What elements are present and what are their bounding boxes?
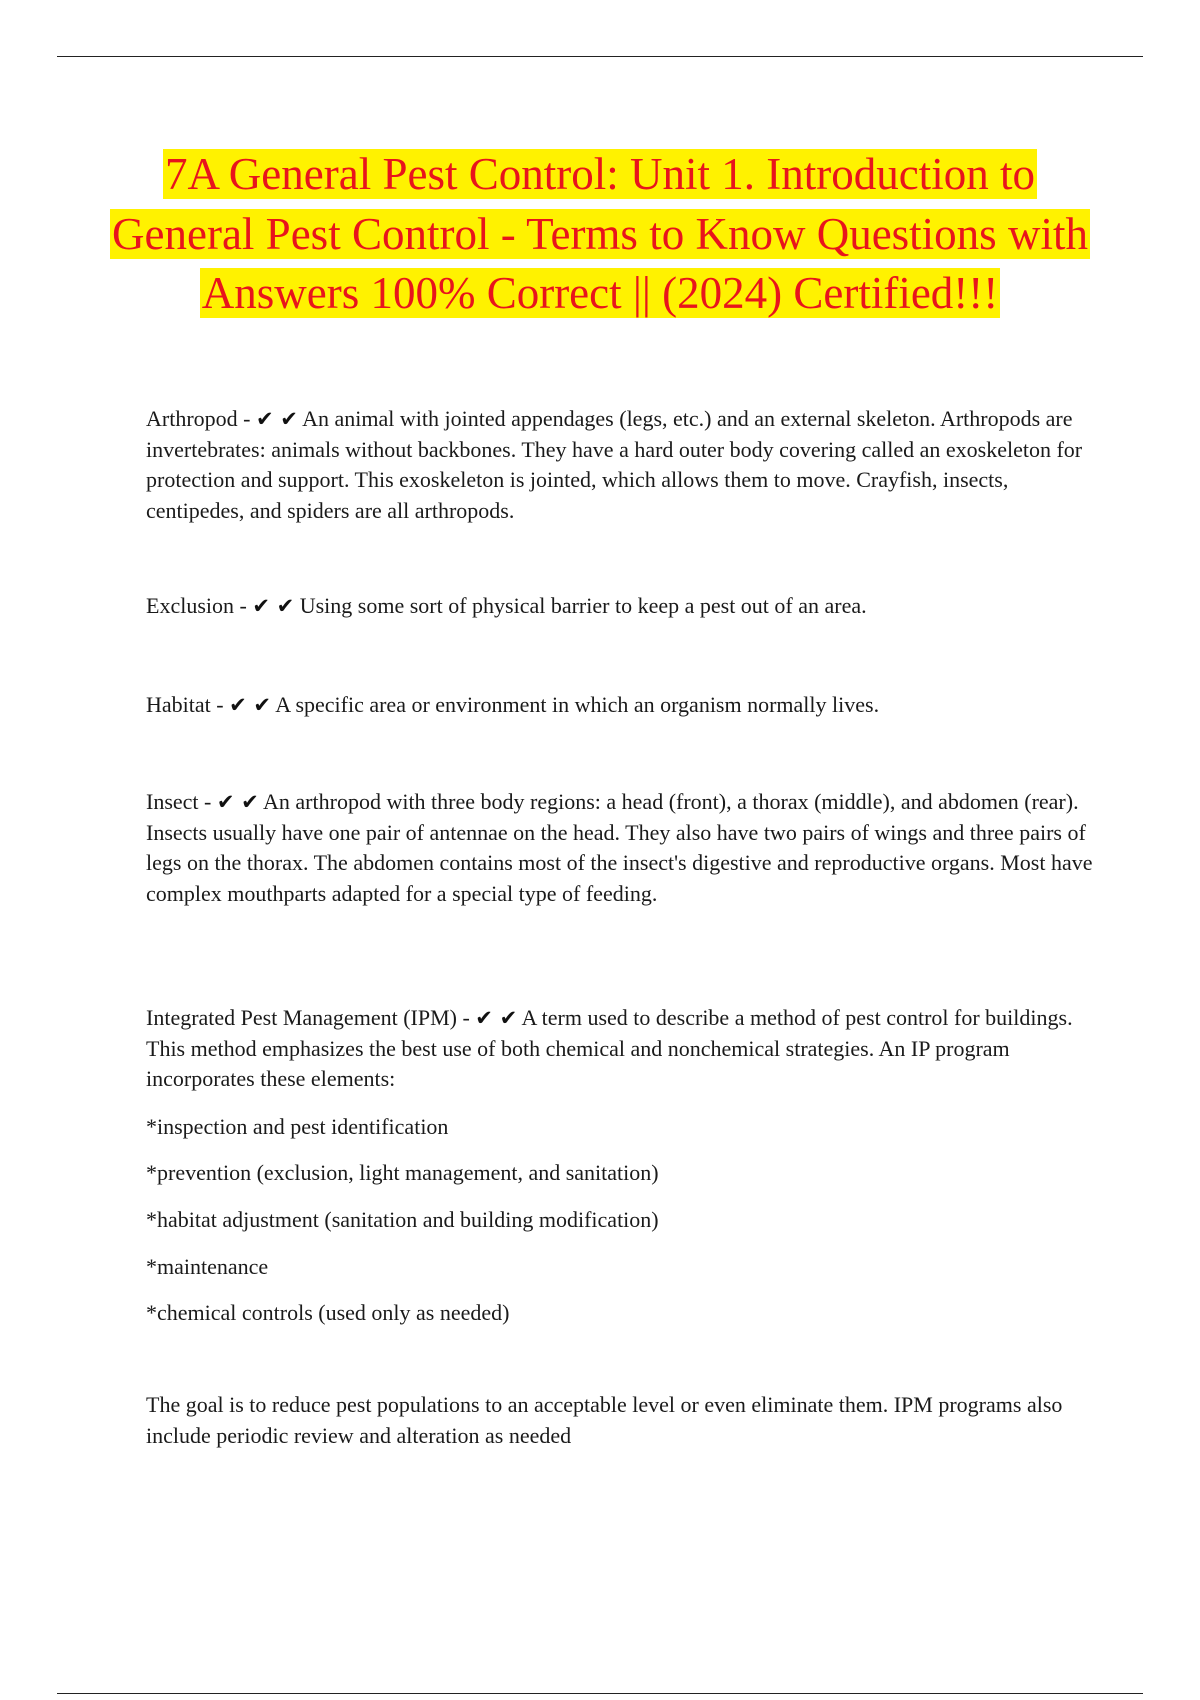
- term-exclusion: [146, 591, 1096, 622]
- check-icon: ✔ ✔: [229, 693, 271, 717]
- ipm-element: *prevention (exclusion, light management, and sanitation): [146, 1160, 659, 1185]
- term-arthropod: [146, 404, 1096, 526]
- term-label: Exclusion -: [146, 593, 253, 618]
- term-label: Insect -: [146, 789, 217, 814]
- term-label: Habitat -: [146, 692, 230, 717]
- term-definition: Using some sort of physical barrier to keep a pest out of an area.: [299, 593, 867, 618]
- title-highlight: 7A General Pest Control: Unit 1. Introduction to General Pest Control - Terms to Know Questions with Answers 100% Correct || (2024) Certified!!!: [112, 149, 1088, 318]
- ipm-element: *chemical controls (used only as needed): [146, 1300, 510, 1325]
- ipm-element: *maintenance: [146, 1254, 269, 1279]
- top-rule: [57, 56, 1143, 57]
- term-definition: An arthropod with three body regions: a head (front), a thorax (middle), and abdomen (rear). Insects usually have one pair of antennae on the head. They also have two pairs of wings and three pairs of legs on the thorax. The abdomen contains most of the insect's digestive and reproductive organs. Most have complex mouthparts adapted for a special type of feeding.: [146, 789, 1093, 906]
- term-ipm: [146, 1003, 1096, 1095]
- document-title: [100, 145, 1100, 324]
- term-label: Integrated Pest Management (IPM) -: [146, 1005, 476, 1030]
- closing-paragraph: The goal is to reduce pest populations to an acceptable level or even eliminate them. IPM programs also include periodic review and alteration as needed: [146, 1392, 1063, 1448]
- term-insect: [146, 787, 1096, 909]
- check-icon: ✔ ✔: [216, 790, 259, 814]
- check-icon: ✔ ✔: [252, 594, 295, 618]
- term-definition: An animal with jointed appendages (legs, etc.) and an external skeleton. Arthropods are invertebrates: animals without backbones. They have a hard outer body covering called an exoskeleton for protection and support. This exoskeleton is jointed, which allows them to move. Crayfish, insects, centipedes, and spiders are all arthropods.: [146, 406, 1083, 523]
- ipm-element: *inspection and pest identification: [146, 1114, 449, 1139]
- bottom-rule: [57, 1693, 1143, 1694]
- check-icon: ✔ ✔: [255, 407, 298, 431]
- term-habitat: [146, 690, 1096, 721]
- term-label: Arthropod -: [146, 406, 256, 431]
- term-definition: A specific area or environment in which an organism normally lives.: [275, 692, 880, 717]
- ipm-element: *habitat adjustment (sanitation and building modification): [146, 1207, 659, 1232]
- term-definition: A term used to describe a method of pest control for buildings. This method emphasizes the best use of both chemical and nonchemical strategies. An IP program incorporates these elements:: [146, 1005, 1073, 1091]
- check-icon: ✔ ✔: [475, 1006, 518, 1030]
